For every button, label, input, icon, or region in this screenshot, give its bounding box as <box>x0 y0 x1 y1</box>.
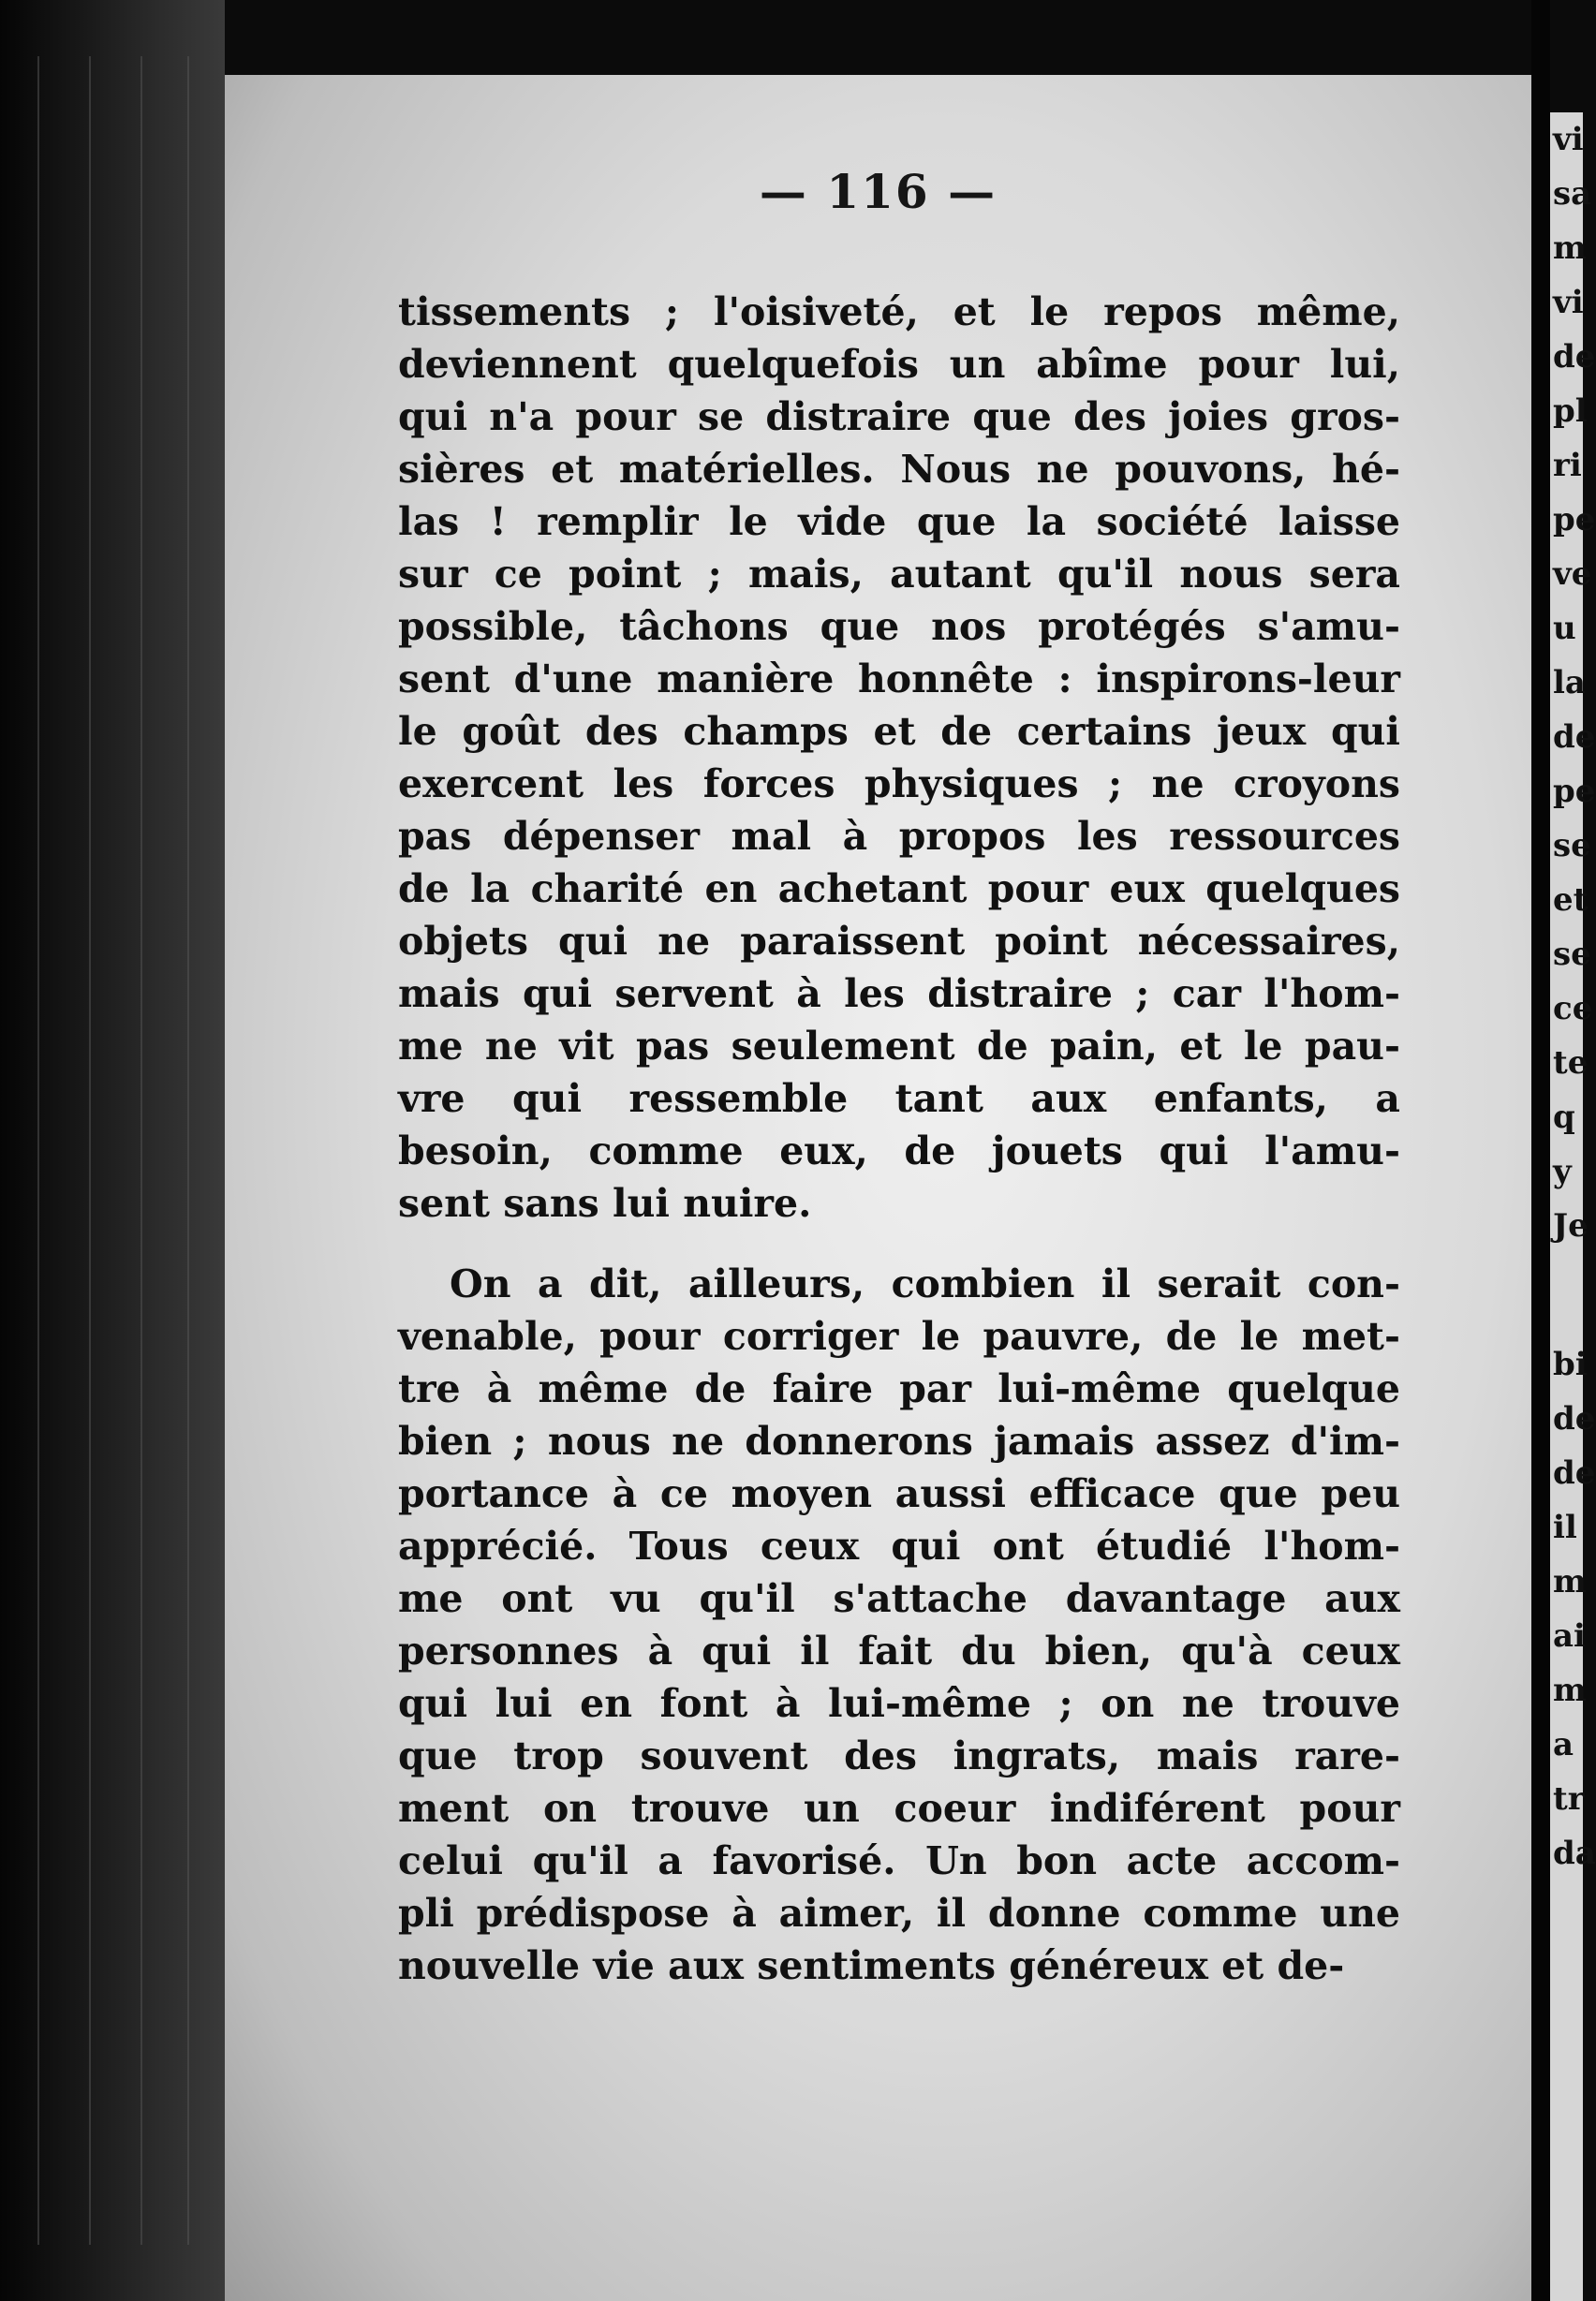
text-line: nouvelle vie aux sentiments généreux et de- <box>398 1943 1345 1988</box>
text-line: pli prédispose à aimer, il donne comme une <box>398 1891 1400 1936</box>
next-page-fragment: pl <box>1553 392 1588 430</box>
next-page-fragment: ce <box>1553 990 1593 1027</box>
text-line: qui n'a pour se distraire que des joies gros- <box>398 394 1400 439</box>
text-line: exercent les forces physiques ; ne croyons <box>398 761 1400 806</box>
text-line: celui qu'il a favorisé. Un bon acte accom- <box>398 1838 1400 1883</box>
text-line: me ont vu qu'il s'attache davantage aux <box>398 1576 1400 1621</box>
next-page-fragment: sa <box>1553 175 1592 213</box>
text-line: vre qui ressemble tant aux enfants, a <box>398 1076 1400 1121</box>
text-line: portance à ce moyen aussi efficace que peu <box>398 1471 1400 1516</box>
next-page-fragment: u <box>1553 610 1576 647</box>
text-line: que trop souvent des ingrats, mais rare- <box>398 1733 1400 1778</box>
text-line: tre à même de faire par lui-même quelque <box>398 1366 1400 1411</box>
next-page-fragment: de <box>1553 1400 1596 1438</box>
next-page-fragment: vi <box>1553 121 1584 158</box>
next-page-fragment: bi <box>1553 1346 1588 1383</box>
next-page-fragment: ve <box>1553 555 1592 593</box>
next-page-fragment: m <box>1553 229 1587 267</box>
next-page-fragment: m <box>1553 1563 1587 1600</box>
next-page-fragment: da <box>1553 1835 1596 1872</box>
next-page-fragment: y <box>1553 1153 1572 1190</box>
text-line: sur ce point ; mais, autant qu'il nous sera <box>398 552 1400 597</box>
next-page-fragment: Je <box>1553 1207 1589 1245</box>
next-page-fragment: ri <box>1553 447 1582 484</box>
paragraph-1 <box>398 286 1400 1230</box>
next-page-fragment: et <box>1553 881 1589 919</box>
book-left-edge <box>0 0 225 2301</box>
next-page-fragment: tr <box>1553 1780 1585 1818</box>
next-page-fragment: vi <box>1553 284 1584 321</box>
text-line: sent d'une manière honnête : inspirons-leur <box>398 656 1400 701</box>
text-line: de la charité en achetant pour eux quelques <box>398 866 1400 911</box>
page-text <box>398 286 1400 1992</box>
text-line: le goût des champs et de certains jeux qui <box>398 709 1400 754</box>
text-line: venable, pour corriger le pauvre, de le met- <box>398 1314 1400 1359</box>
next-page-fragment: a <box>1553 1726 1574 1763</box>
text-line: pas dépenser mal à propos les ressources <box>398 814 1400 859</box>
page-number: — 116 — <box>759 164 998 219</box>
text-line: objets qui ne paraissent point nécessaires, <box>398 919 1400 964</box>
text-line: sières et matérielles. Nous ne pouvons, hé- <box>398 447 1400 492</box>
text-line: tissements ; l'oisiveté, et le repos même, <box>398 289 1400 334</box>
next-page-fragment: de <box>1553 718 1596 756</box>
next-page-fragment: de <box>1553 338 1596 376</box>
text-line: On a dit, ailleurs, combien il serait con- <box>450 1261 1400 1306</box>
next-page-fragment: se <box>1553 827 1591 864</box>
paragraph-2 <box>398 1258 1400 1992</box>
text-line: besoin, comme eux, de jouets qui l'amu- <box>398 1128 1400 1173</box>
next-page-fragment: pe <box>1553 501 1596 538</box>
next-page-fragment: m <box>1553 1672 1587 1709</box>
text-line: me ne vit pas seulement de pain, et le pau- <box>398 1024 1400 1069</box>
next-page-fragment: pe <box>1553 773 1596 810</box>
text-line: deviennent quelquefois un abîme pour lui, <box>398 342 1400 387</box>
text-line: apprécié. Tous ceux qui ont étudié l'hom- <box>398 1524 1400 1569</box>
text-line: qui lui en font à lui-même ; on ne trouve <box>398 1681 1400 1726</box>
next-page-fragment: de <box>1553 1454 1596 1492</box>
book-page <box>225 75 1531 2301</box>
next-page-fragment: ai <box>1553 1617 1586 1655</box>
text-line: personnes à qui il fait du bien, qu'à ceux <box>398 1629 1400 1674</box>
next-page-fragment: te <box>1553 1044 1589 1082</box>
next-page-fragment: la <box>1553 664 1586 701</box>
text-line: ment on trouve un coeur indiférent pour <box>398 1786 1400 1831</box>
text-line: las ! remplir le vide que la société laisse <box>398 499 1400 544</box>
next-page-edge <box>1550 112 1596 2301</box>
text-line: mais qui servent à les distraire ; car l'hom- <box>398 971 1400 1016</box>
next-page-fragment: q <box>1553 1099 1575 1136</box>
text-line: possible, tâchons que nos protégés s'amu- <box>398 604 1400 649</box>
next-page-fragment: se <box>1553 936 1591 973</box>
text-line: bien ; nous ne donnerons jamais assez d'im- <box>398 1419 1400 1464</box>
next-page-fragment: il <box>1553 1509 1577 1546</box>
book-gutter <box>1531 0 1550 2301</box>
text-line: sent sans lui nuire. <box>398 1181 812 1226</box>
